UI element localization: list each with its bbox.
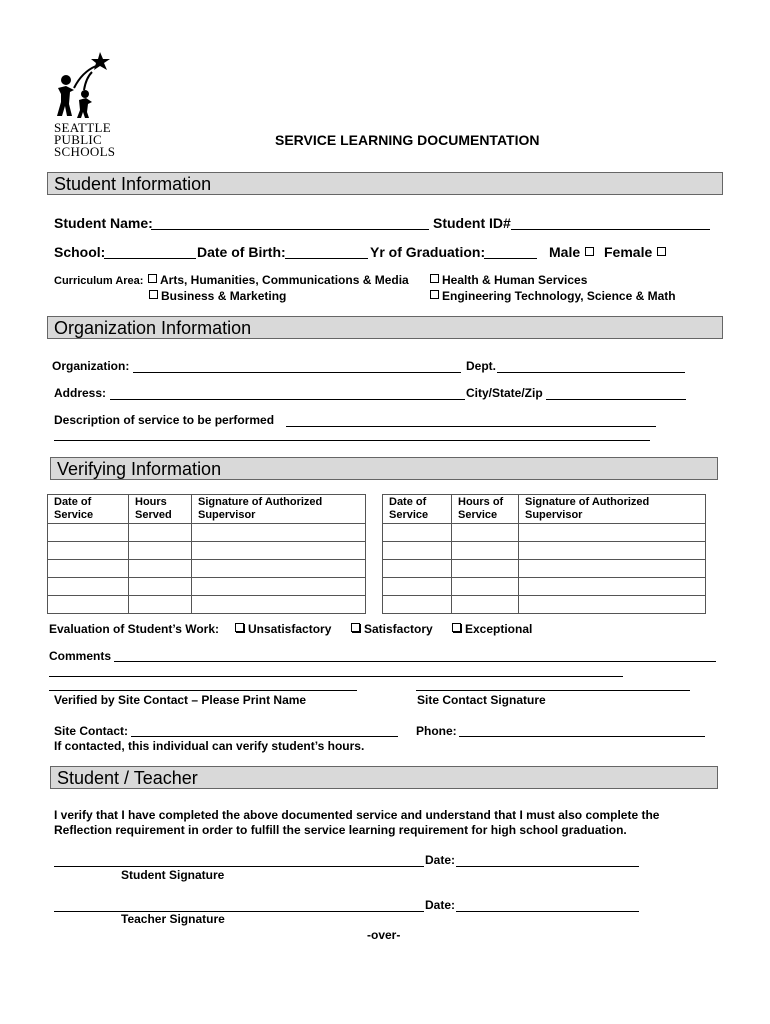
curriculum-option-engineering[interactable]: [428, 289, 676, 303]
description-field[interactable]: [286, 426, 656, 427]
site-contact-name-field[interactable]: [49, 690, 357, 691]
checkbox-icon[interactable]: [149, 290, 158, 299]
student-date-label: Date:: [425, 853, 456, 867]
site-contact-signature-field[interactable]: [416, 690, 690, 691]
page-title: SERVICE LEARNING DOCUMENTATION: [275, 132, 540, 148]
table-row: [383, 596, 706, 614]
teacher-date-label: Date:: [425, 898, 456, 912]
description-field-line-2[interactable]: [54, 440, 650, 441]
address-label: Address:: [54, 386, 107, 400]
site-contact-field[interactable]: [131, 736, 398, 737]
student-name-label: Student Name:: [54, 215, 153, 231]
dept-field[interactable]: [497, 372, 685, 373]
checkbox-icon[interactable]: [430, 290, 439, 299]
table-row: [48, 596, 366, 614]
logo-line-1: SEATTLE: [54, 120, 111, 135]
comments-field[interactable]: [114, 661, 716, 662]
logo-line-2: PUBLIC: [54, 132, 103, 147]
table-row: [383, 578, 706, 596]
curriculum-option-label: Engineering Technology, Science & Math: [442, 289, 676, 303]
verification-statement: I verify that I have completed the above documented service and understand that I must also complete the Reflection requirement in order to fulfill the service learning requirement for high school graduation.: [54, 808, 660, 837]
verifying-info-heading: Verifying Information: [50, 457, 718, 480]
checkbox-icon[interactable]: [235, 623, 244, 632]
male-label: Male: [549, 244, 581, 260]
student-signature-field[interactable]: [54, 866, 424, 867]
dept-label: Dept.: [466, 359, 496, 373]
table-row: [383, 560, 706, 578]
table-row: [48, 578, 366, 596]
teacher-signature-label: Teacher Signature: [121, 912, 225, 926]
school-label: School:: [54, 244, 106, 260]
comments-field-line-2[interactable]: [49, 676, 623, 677]
curriculum-option-health[interactable]: [428, 273, 587, 287]
curriculum-option-label: Arts, Humanities, Communications & Media: [160, 273, 409, 287]
col-header-date: Date of Service: [383, 495, 452, 524]
curriculum-option-label: Business & Marketing: [161, 289, 287, 303]
eval-option-unsatisfactory[interactable]: [233, 622, 331, 636]
city-state-zip-label: City/State/Zip: [466, 386, 543, 400]
student-teacher-heading: Student / Teacher: [50, 766, 718, 789]
checkbox-icon[interactable]: [430, 274, 439, 283]
eval-option-label: Satisfactory: [364, 622, 433, 636]
table-row: [383, 524, 706, 542]
curriculum-option-label: Health & Human Services: [442, 273, 588, 287]
teacher-date-field[interactable]: [456, 911, 639, 912]
grad-year-field[interactable]: [484, 258, 537, 259]
student-name-field[interactable]: [151, 229, 429, 230]
checkbox-icon[interactable]: [148, 274, 157, 283]
table-row: [48, 542, 366, 560]
student-date-field[interactable]: [456, 866, 639, 867]
verification-table-left: [47, 494, 366, 614]
site-contact-label: Site Contact:: [54, 724, 129, 738]
table-row: [48, 524, 366, 542]
table-row: [48, 560, 366, 578]
grad-year-label: Yr of Graduation:: [370, 244, 486, 260]
verified-by-label: Verified by Site Contact – Please Print Name: [54, 693, 307, 707]
dob-label: Date of Birth:: [197, 244, 286, 260]
phone-field[interactable]: [459, 736, 705, 737]
school-logo: [52, 50, 122, 162]
description-label: Description of service to be performed: [54, 413, 275, 427]
male-option[interactable]: [549, 244, 597, 260]
student-info-heading: Student Information: [47, 172, 723, 195]
female-label: Female: [604, 244, 653, 260]
curriculum-option-arts[interactable]: [146, 273, 409, 287]
curriculum-option-business[interactable]: [147, 289, 286, 303]
eval-option-exceptional[interactable]: [450, 622, 532, 636]
col-header-hours: Hours of Service: [452, 495, 519, 524]
eval-option-label: Unsatisfactory: [248, 622, 332, 636]
eval-option-satisfactory[interactable]: [349, 622, 433, 636]
student-id-label: Student ID#: [433, 215, 511, 231]
student-id-field[interactable]: [511, 229, 710, 230]
col-header-signature: Signature of Authorized Supervisor: [519, 495, 706, 524]
school-field[interactable]: [104, 258, 196, 259]
curriculum-label: Curriculum Area:: [54, 275, 144, 287]
over-note: -over-: [367, 928, 401, 942]
site-signature-label: Site Contact Signature: [417, 693, 546, 707]
organization-label: Organization:: [52, 359, 130, 373]
org-info-heading: Organization Information: [47, 316, 723, 339]
col-header-date: Date of Service: [48, 495, 129, 524]
logo-line-3: SCHOOLS: [54, 144, 116, 159]
city-state-zip-field[interactable]: [546, 399, 686, 400]
organization-field[interactable]: [133, 372, 461, 373]
student-signature-label: Student Signature: [121, 868, 225, 882]
logo-figures-icon: [52, 50, 114, 120]
table-row: [383, 542, 706, 560]
checkbox-icon[interactable]: [351, 623, 360, 632]
comments-label: Comments: [49, 649, 112, 663]
female-checkbox-icon[interactable]: [657, 247, 666, 256]
evaluation-label: Evaluation of Student’s Work:: [49, 622, 220, 636]
verification-table-right: [382, 494, 706, 614]
contact-note: If contacted, this individual can verify student’s hours.: [54, 739, 365, 753]
male-checkbox-icon[interactable]: [585, 247, 594, 256]
col-header-signature: Signature of Authorized Supervisor: [192, 495, 366, 524]
dob-field[interactable]: [285, 258, 368, 259]
col-header-hours: Hours Served: [129, 495, 192, 524]
phone-label: Phone:: [416, 724, 457, 738]
address-field[interactable]: [110, 399, 465, 400]
eval-option-label: Exceptional: [465, 622, 533, 636]
teacher-signature-field[interactable]: [54, 911, 424, 912]
female-option[interactable]: [604, 244, 669, 260]
checkbox-icon[interactable]: [452, 623, 461, 632]
